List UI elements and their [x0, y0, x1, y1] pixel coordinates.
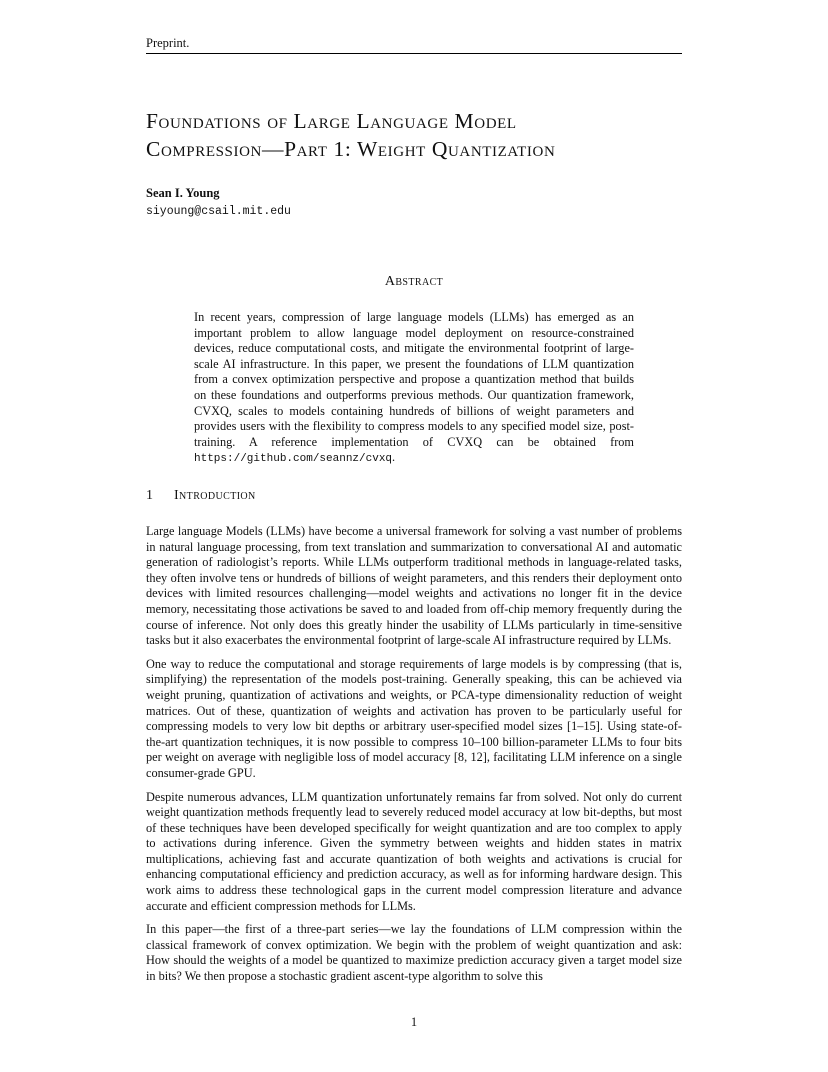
paper-title — [146, 107, 706, 163]
abstract-end: . — [392, 450, 396, 465]
header-rule — [146, 53, 682, 54]
abstract-body: In recent years, compression of large language models (LLMs) has emerged as an important problem to allow language model deployment on resource-constrained devices, reduce computational costs, and mitigate the environmental footprint of large-scale AI infrastructure. In this paper, we present the foundations of LLM quantization from a convex optimization perspective and propose a quantization method that builds on these foundations and outperforms previous methods. Our quantization framework, CVXQ, scales to models containing hundreds of billions of weight parameters and provides users with the flexibility to compress models to any specified model size, post-training. A reference implementation of CVXQ can be obtained from — [194, 310, 634, 449]
paragraph-3: Despite numerous advances, LLM quantization unfortunately remains far from solved. Not only do current weight quantization methods frequently lead to severely reduced model accuracy at low bit-depths, but most of these techniques have been developed specifically for weight quantization and are too complex to apply to activations during inference. Given the symmetry between weights and hidden states in matrix multiplications, achieving fast and accurate quantization of both weights and activations is crucial for enhancing computational efficiency and prediction accuracy, as well as for informing hardware design. This work aims to address these technological gaps in the current model compression literature and advance accurate and efficient compression methods for LLMs. — [146, 789, 682, 913]
abstract-heading: Abstract — [384, 274, 444, 289]
title-line-1: Foundations of Large Language Model — [146, 109, 517, 133]
paragraph-2: One way to reduce the computational and storage requirements of large models is by compressing (that is, simplifying) the representation of the models post-training. Generally speaking, this can be achieved via weight pruning, quantization of activations and weights, or PCA-type dimensionality reduction of weight matrices. Out of these, quantization of weights and activation has proven to be particularly useful for compressing models to very low bit depths or arbitrary user-specified model sizes [1–15]. Using state-of-the-art quantization techniques, it is now possible to compress 10–100 billion-parameter LLMs to four bits per weight on average with negligible loss of model accuracy [8, 12], facilitating LLM inference on a single consumer-grade GPU. — [146, 656, 682, 780]
page-number: 1 — [410, 1015, 418, 1029]
section-number: 1 — [146, 488, 154, 503]
author-name: Sean I. Young — [146, 186, 220, 200]
title-line-2: Compression—Part 1: Weight Quantization — [146, 137, 556, 161]
abstract-link[interactable]: https://github.com/seannz/cvxq — [194, 453, 393, 466]
running-header: Preprint. — [146, 36, 190, 50]
section-heading — [146, 488, 256, 504]
abstract-text — [194, 310, 634, 468]
paragraph-1: Large language Models (LLMs) have become a universal framework for solving a vast number of problems in natural language processing, from text translation and summarization to conversational AI and automatic generation of radiologist’s reports. While LLMs outperform traditional methods in language-related tasks, they often involve tens or hundreds of billions of weight parameters, and this renders their deployment onto devices with limited resources challenging—model weights and activations no longer fit in the device memory, necessitating those activations be saved to and loaded from off-chip memory frequently during the course of inference. Not only does this greatly hinder the usability of LLMs particularly in time-sensitive tasks but it also exacerbates the environmental footprint of large-scale AI infrastructure required by LLMs. — [146, 524, 682, 648]
section-title: Introduction — [174, 488, 256, 503]
author-email: siyoung@csail.mit.edu — [146, 205, 291, 218]
section-body — [146, 524, 682, 993]
paragraph-4: In this paper—the first of a three-part series—we lay the foundations of LLM compression within the classical framework of convex optimization. We begin with the problem of weight quantization and ask: How should the weights of a model be quantized to maximize prediction accuracy given a target model size in bits? We then propose a stochastic gradient ascent-type algorithm to solve this — [146, 922, 682, 984]
